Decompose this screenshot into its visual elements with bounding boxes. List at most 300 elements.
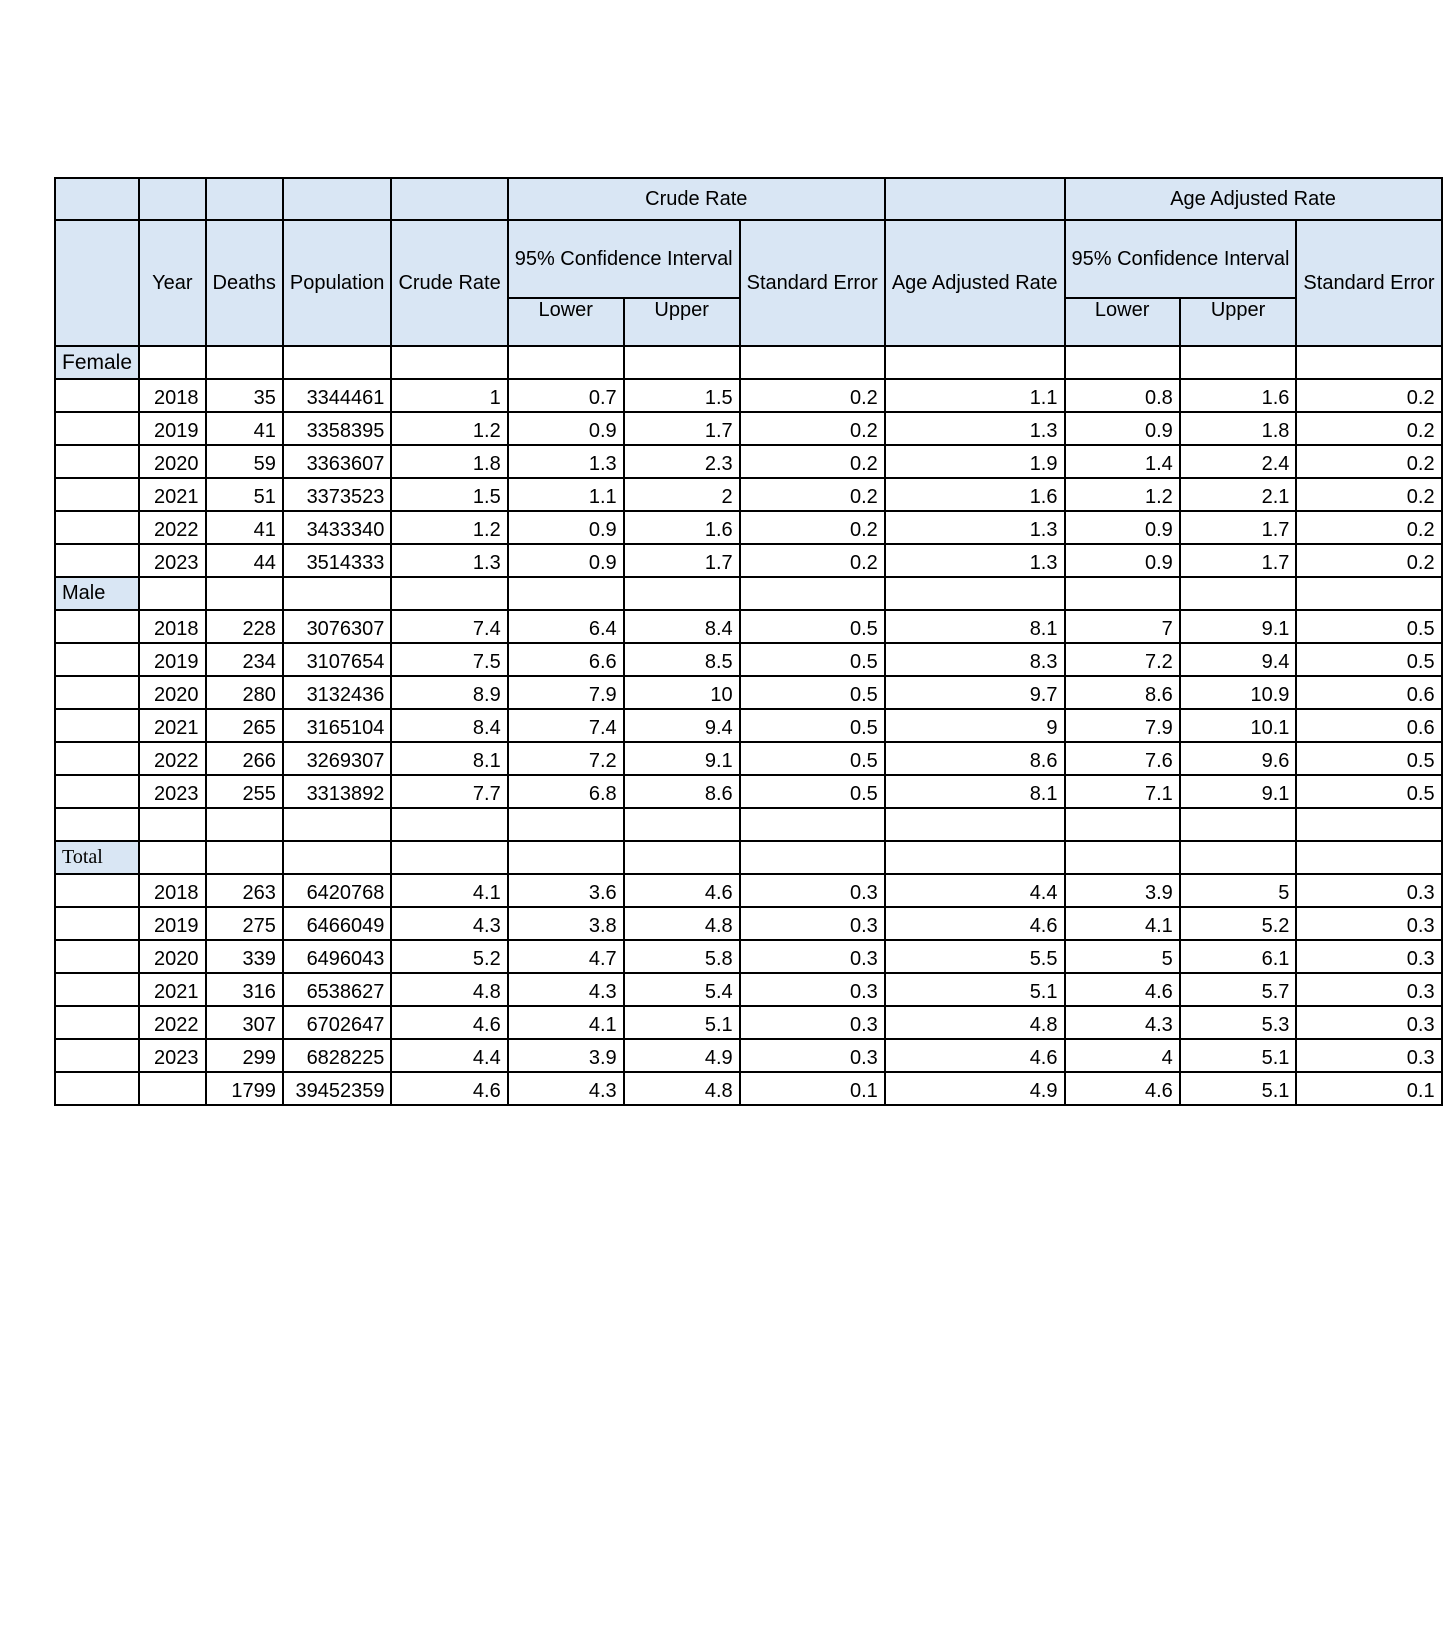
crude-lower-cell: 7.4: [508, 709, 624, 742]
deaths-cell: 263: [206, 874, 283, 907]
adjusted-lower-cell: 0.8: [1065, 379, 1180, 412]
year-cell: 2020: [139, 940, 206, 973]
empty-cell: [391, 841, 507, 874]
adjusted-rate-cell: 1.1: [885, 379, 1065, 412]
year-cell: 2020: [139, 445, 206, 478]
adjusted-upper-cell: 5.7: [1180, 973, 1297, 1006]
adjusted-lower-cell: 0.9: [1065, 511, 1180, 544]
adjusted-se-cell: 0.3: [1296, 940, 1441, 973]
crude-se-cell: 0.5: [740, 643, 885, 676]
deaths-cell: 41: [206, 412, 283, 445]
empty-cell: [283, 577, 392, 610]
empty-cell: [55, 1006, 139, 1039]
empty-cell: [206, 577, 283, 610]
deaths-cell: 280: [206, 676, 283, 709]
year-cell: 2023: [139, 544, 206, 577]
empty-cell: [624, 346, 740, 379]
empty-cell: [624, 841, 740, 874]
crude-lower-cell: 0.9: [508, 544, 624, 577]
crude-rate-cell: 1.2: [391, 511, 507, 544]
empty-cell: [624, 577, 740, 610]
adjusted-rate-cell: 9.7: [885, 676, 1065, 709]
adjusted-lower-cell: 7: [1065, 610, 1180, 643]
table-row: [55, 379, 1442, 412]
crude-se-cell: 0.5: [740, 610, 885, 643]
adjusted-se-cell: 0.2: [1296, 412, 1441, 445]
empty-cell: [55, 1072, 139, 1105]
crude-se-cell: 0.2: [740, 511, 885, 544]
adjusted-lower-cell: 4: [1065, 1039, 1180, 1072]
empty-cell: [1065, 841, 1180, 874]
group-header-row: [55, 346, 1442, 379]
header-row-groups: [55, 178, 1442, 220]
adjusted-rate-cell: 1.3: [885, 511, 1065, 544]
blank-row: [55, 808, 1442, 841]
crude-upper-cell: 1.6: [624, 511, 740, 544]
deaths-cell: 266: [206, 742, 283, 775]
table-row: [55, 478, 1442, 511]
empty-cell: [740, 577, 885, 610]
crude-rate-column-header: Crude Rate: [391, 220, 507, 346]
table-row: [55, 742, 1442, 775]
deaths-cell: 35: [206, 379, 283, 412]
empty-cell: [885, 346, 1065, 379]
crude-upper-header: Upper: [624, 298, 740, 346]
crude-lower-header: Lower: [508, 298, 624, 346]
empty-cell: [508, 577, 624, 610]
year-cell: 2019: [139, 907, 206, 940]
crude-rate-cell: 7.7: [391, 775, 507, 808]
empty-cell: [283, 808, 392, 841]
grand-total-row: [55, 1072, 1442, 1105]
year-cell: 2020: [139, 676, 206, 709]
year-cell: 2021: [139, 709, 206, 742]
empty-cell: [1296, 346, 1441, 379]
crude-rate-group-header: Crude Rate: [508, 178, 885, 220]
empty-cell: [55, 412, 139, 445]
population-cell: 3269307: [283, 742, 392, 775]
deaths-cell: 51: [206, 478, 283, 511]
adjusted-upper-cell: 2.4: [1180, 445, 1297, 478]
adjusted-rate-cell: 8.1: [885, 775, 1065, 808]
deaths-cell: 234: [206, 643, 283, 676]
crude-rate-cell: 4.6: [391, 1006, 507, 1039]
table-row: [55, 676, 1442, 709]
adjusted-se-cell: 0.2: [1296, 379, 1441, 412]
adjusted-se-cell: 0.2: [1296, 478, 1441, 511]
population-cell: 39452359: [283, 1072, 392, 1105]
adjusted-se-cell: 0.3: [1296, 907, 1441, 940]
population-cell: 3514333: [283, 544, 392, 577]
table-row: [55, 445, 1442, 478]
crude-upper-cell: 8.5: [624, 643, 740, 676]
crude-lower-cell: 6.8: [508, 775, 624, 808]
header-empty-cell: [206, 178, 283, 220]
adjusted-upper-cell: 1.8: [1180, 412, 1297, 445]
table-row: [55, 412, 1442, 445]
empty-cell: [1180, 577, 1297, 610]
crude-upper-cell: 8.4: [624, 610, 740, 643]
population-cell: 3313892: [283, 775, 392, 808]
adjusted-rate-cell: 5.1: [885, 973, 1065, 1006]
deaths-cell: 41: [206, 511, 283, 544]
header-empty-cell: [885, 178, 1065, 220]
empty-cell: [55, 610, 139, 643]
adjusted-upper-cell: 10.1: [1180, 709, 1297, 742]
table-row: [55, 544, 1442, 577]
population-cell: 6420768: [283, 874, 392, 907]
empty-cell: [139, 346, 206, 379]
crude-lower-cell: 0.7: [508, 379, 624, 412]
crude-lower-cell: 1.3: [508, 445, 624, 478]
table-row: [55, 709, 1442, 742]
crude-rate-cell: 4.4: [391, 1039, 507, 1072]
crude-se-cell: 0.2: [740, 445, 885, 478]
crude-upper-cell: 5.4: [624, 973, 740, 1006]
adjusted-se-cell: 0.2: [1296, 544, 1441, 577]
adjusted-rate-cell: 4.6: [885, 907, 1065, 940]
population-cell: 3433340: [283, 511, 392, 544]
crude-rate-cell: 1: [391, 379, 507, 412]
empty-cell: [55, 511, 139, 544]
year-cell: 2022: [139, 1006, 206, 1039]
group-label: Total: [55, 841, 139, 874]
adjusted-se-cell: 0.3: [1296, 1039, 1441, 1072]
header-row-columns: [55, 220, 1442, 298]
adjusted-se-cell: 0.3: [1296, 1006, 1441, 1039]
crude-rate-cell: 1.5: [391, 478, 507, 511]
year-cell: 2021: [139, 973, 206, 1006]
year-cell: 2022: [139, 511, 206, 544]
adjusted-upper-cell: 1.7: [1180, 544, 1297, 577]
adjusted-lower-cell: 7.9: [1065, 709, 1180, 742]
empty-cell: [391, 346, 507, 379]
population-cell: 6496043: [283, 940, 392, 973]
crude-lower-cell: 0.9: [508, 511, 624, 544]
table-row: [55, 775, 1442, 808]
group-label: Male: [55, 577, 139, 610]
empty-cell: [885, 577, 1065, 610]
adjusted-se-cell: 0.6: [1296, 709, 1441, 742]
empty-cell: [283, 346, 392, 379]
adjusted-upper-cell: 9.1: [1180, 610, 1297, 643]
empty-cell: [55, 808, 139, 841]
empty-cell: [1296, 841, 1441, 874]
group-header-row: [55, 577, 1442, 610]
crude-rate-cell: 1.2: [391, 412, 507, 445]
empty-cell: [885, 808, 1065, 841]
empty-cell: [206, 841, 283, 874]
table-row: [55, 907, 1442, 940]
header-empty-cell: [55, 178, 139, 220]
adjusted-rate-cell: 4.4: [885, 874, 1065, 907]
crude-upper-cell: 4.6: [624, 874, 740, 907]
adjusted-se-cell: 0.5: [1296, 775, 1441, 808]
empty-cell: [139, 577, 206, 610]
crude-se-cell: 0.5: [740, 676, 885, 709]
crude-lower-cell: 3.9: [508, 1039, 624, 1072]
empty-cell: [55, 1039, 139, 1072]
crude-upper-cell: 1.7: [624, 544, 740, 577]
adjusted-lower-cell: 7.2: [1065, 643, 1180, 676]
empty-cell: [55, 676, 139, 709]
adjusted-rate-cell: 1.9: [885, 445, 1065, 478]
year-cell: 2023: [139, 775, 206, 808]
adjusted-se-cell: 0.3: [1296, 973, 1441, 1006]
deaths-cell: 59: [206, 445, 283, 478]
adjusted-upper-cell: 5.3: [1180, 1006, 1297, 1039]
crude-lower-cell: 6.4: [508, 610, 624, 643]
population-cell: 6538627: [283, 973, 392, 1006]
adjusted-se-cell: 0.5: [1296, 742, 1441, 775]
adjusted-rate-cell: 1.3: [885, 544, 1065, 577]
crude-lower-cell: 0.9: [508, 412, 624, 445]
deaths-column-header: Deaths: [206, 220, 283, 346]
adjusted-upper-cell: 9.6: [1180, 742, 1297, 775]
population-cell: 3358395: [283, 412, 392, 445]
population-cell: 3344461: [283, 379, 392, 412]
empty-cell: [391, 808, 507, 841]
empty-cell: [1065, 808, 1180, 841]
table-row: [55, 973, 1442, 1006]
empty-cell: [508, 808, 624, 841]
crude-ci-header: 95% Confidence Interval: [508, 220, 740, 298]
adjusted-upper-cell: 10.9: [1180, 676, 1297, 709]
adjusted-lower-cell: 5: [1065, 940, 1180, 973]
crude-upper-cell: 5.1: [624, 1006, 740, 1039]
header-empty-cell: [55, 220, 139, 346]
year-cell: 2019: [139, 412, 206, 445]
adjusted-se-cell: 0.5: [1296, 610, 1441, 643]
crude-lower-cell: 7.9: [508, 676, 624, 709]
crude-se-cell: 0.2: [740, 544, 885, 577]
crude-se-cell: 0.1: [740, 1072, 885, 1105]
crude-rate-cell: 8.4: [391, 709, 507, 742]
group-header-row: [55, 841, 1442, 874]
year-column-header: Year: [139, 220, 206, 346]
empty-cell: [139, 841, 206, 874]
crude-upper-cell: 4.9: [624, 1039, 740, 1072]
crude-se-cell: 0.2: [740, 379, 885, 412]
crude-upper-cell: 1.5: [624, 379, 740, 412]
adjusted-upper-cell: 6.1: [1180, 940, 1297, 973]
adjusted-rate-cell: 1.6: [885, 478, 1065, 511]
adjusted-upper-cell: 1.6: [1180, 379, 1297, 412]
empty-cell: [1296, 577, 1441, 610]
crude-upper-cell: 5.8: [624, 940, 740, 973]
population-cell: 6828225: [283, 1039, 392, 1072]
crude-standard-error-header: Standard Error: [740, 220, 885, 346]
adjusted-upper-header: Upper: [1180, 298, 1297, 346]
crude-se-cell: 0.5: [740, 709, 885, 742]
table-row: [55, 940, 1442, 973]
crude-lower-cell: 3.8: [508, 907, 624, 940]
table-row: [55, 874, 1442, 907]
year-cell: [139, 1072, 206, 1105]
adjusted-lower-cell: 4.1: [1065, 907, 1180, 940]
population-cell: 6466049: [283, 907, 392, 940]
crude-lower-cell: 4.3: [508, 973, 624, 1006]
crude-se-cell: 0.3: [740, 907, 885, 940]
crude-se-cell: 0.2: [740, 412, 885, 445]
year-cell: 2021: [139, 478, 206, 511]
empty-cell: [55, 643, 139, 676]
adjusted-lower-cell: 1.4: [1065, 445, 1180, 478]
deaths-cell: 275: [206, 907, 283, 940]
population-column-header: Population: [283, 220, 392, 346]
adjusted-upper-cell: 5.1: [1180, 1039, 1297, 1072]
header-empty-cell: [139, 178, 206, 220]
deaths-cell: 1799: [206, 1072, 283, 1105]
crude-upper-cell: 9.4: [624, 709, 740, 742]
table-row: [55, 511, 1442, 544]
adjusted-rate-cell: 8.1: [885, 610, 1065, 643]
empty-cell: [508, 841, 624, 874]
empty-cell: [283, 841, 392, 874]
table-row: [55, 1039, 1442, 1072]
adjusted-rate-cell: 8.6: [885, 742, 1065, 775]
empty-cell: [55, 874, 139, 907]
adjusted-lower-header: Lower: [1065, 298, 1180, 346]
empty-cell: [55, 907, 139, 940]
population-cell: 6702647: [283, 1006, 392, 1039]
year-cell: 2022: [139, 742, 206, 775]
deaths-cell: 299: [206, 1039, 283, 1072]
adjusted-upper-cell: 2.1: [1180, 478, 1297, 511]
adjusted-upper-cell: 9.1: [1180, 775, 1297, 808]
empty-cell: [740, 346, 885, 379]
adjusted-lower-cell: 7.1: [1065, 775, 1180, 808]
adjusted-lower-cell: 0.9: [1065, 412, 1180, 445]
crude-lower-cell: 4.3: [508, 1072, 624, 1105]
adjusted-lower-cell: 3.9: [1065, 874, 1180, 907]
adjusted-ci-header: 95% Confidence Interval: [1065, 220, 1297, 298]
adjusted-rate-cell: 4.8: [885, 1006, 1065, 1039]
population-cell: 3373523: [283, 478, 392, 511]
population-cell: 3132436: [283, 676, 392, 709]
crude-se-cell: 0.3: [740, 874, 885, 907]
adjusted-se-cell: 0.5: [1296, 643, 1441, 676]
crude-rate-cell: 7.4: [391, 610, 507, 643]
empty-cell: [508, 346, 624, 379]
crude-se-cell: 0.3: [740, 1039, 885, 1072]
crude-lower-cell: 1.1: [508, 478, 624, 511]
crude-rate-cell: 7.5: [391, 643, 507, 676]
table-row: [55, 1006, 1442, 1039]
adjusted-standard-error-header: Standard Error: [1296, 220, 1441, 346]
crude-upper-cell: 8.6: [624, 775, 740, 808]
empty-cell: [55, 445, 139, 478]
crude-rate-cell: 1.8: [391, 445, 507, 478]
empty-cell: [885, 841, 1065, 874]
crude-lower-cell: 7.2: [508, 742, 624, 775]
crude-se-cell: 0.5: [740, 775, 885, 808]
adjusted-se-cell: 0.2: [1296, 511, 1441, 544]
empty-cell: [55, 544, 139, 577]
deaths-cell: 255: [206, 775, 283, 808]
adjusted-rate-cell: 9: [885, 709, 1065, 742]
crude-rate-cell: 4.3: [391, 907, 507, 940]
deaths-cell: 316: [206, 973, 283, 1006]
crude-rate-cell: 1.3: [391, 544, 507, 577]
adjusted-lower-cell: 0.9: [1065, 544, 1180, 577]
crude-rate-cell: 4.8: [391, 973, 507, 1006]
crude-rate-cell: 4.6: [391, 1072, 507, 1105]
crude-lower-cell: 6.6: [508, 643, 624, 676]
adjusted-lower-cell: 8.6: [1065, 676, 1180, 709]
group-label: Female: [55, 346, 139, 379]
adjusted-rate-cell: 4.9: [885, 1072, 1065, 1105]
empty-cell: [55, 973, 139, 1006]
deaths-cell: 228: [206, 610, 283, 643]
adjusted-upper-cell: 5.1: [1180, 1072, 1297, 1105]
adjusted-upper-cell: 1.7: [1180, 511, 1297, 544]
empty-cell: [206, 808, 283, 841]
deaths-cell: 307: [206, 1006, 283, 1039]
table-row: [55, 610, 1442, 643]
crude-se-cell: 0.3: [740, 940, 885, 973]
crude-upper-cell: 2.3: [624, 445, 740, 478]
crude-rate-cell: 8.1: [391, 742, 507, 775]
crude-rate-cell: 5.2: [391, 940, 507, 973]
empty-cell: [1065, 346, 1180, 379]
year-cell: 2018: [139, 874, 206, 907]
adjusted-upper-cell: 5.2: [1180, 907, 1297, 940]
deaths-cell: 44: [206, 544, 283, 577]
empty-cell: [1180, 841, 1297, 874]
deaths-cell: 339: [206, 940, 283, 973]
crude-upper-cell: 1.7: [624, 412, 740, 445]
empty-cell: [55, 478, 139, 511]
adjusted-lower-cell: 7.6: [1065, 742, 1180, 775]
empty-cell: [55, 940, 139, 973]
crude-rate-cell: 8.9: [391, 676, 507, 709]
year-cell: 2023: [139, 1039, 206, 1072]
adjusted-rate-cell: 8.3: [885, 643, 1065, 676]
population-cell: 3076307: [283, 610, 392, 643]
crude-upper-cell: 10: [624, 676, 740, 709]
crude-rate-cell: 4.1: [391, 874, 507, 907]
adjusted-upper-cell: 5: [1180, 874, 1297, 907]
adjusted-rate-cell: 4.6: [885, 1039, 1065, 1072]
adjusted-se-cell: 0.3: [1296, 874, 1441, 907]
empty-cell: [740, 808, 885, 841]
adjusted-se-cell: 0.1: [1296, 1072, 1441, 1105]
adjusted-upper-cell: 9.4: [1180, 643, 1297, 676]
crude-se-cell: 0.3: [740, 1006, 885, 1039]
empty-cell: [139, 808, 206, 841]
adjusted-se-cell: 0.2: [1296, 445, 1441, 478]
crude-lower-cell: 3.6: [508, 874, 624, 907]
table-row: [55, 643, 1442, 676]
year-cell: 2018: [139, 610, 206, 643]
crude-se-cell: 0.2: [740, 478, 885, 511]
adjusted-lower-cell: 1.2: [1065, 478, 1180, 511]
deaths-cell: 265: [206, 709, 283, 742]
adjusted-lower-cell: 4.3: [1065, 1006, 1180, 1039]
empty-cell: [55, 379, 139, 412]
header-empty-cell: [391, 178, 507, 220]
population-cell: 3165104: [283, 709, 392, 742]
crude-lower-cell: 4.1: [508, 1006, 624, 1039]
crude-se-cell: 0.3: [740, 973, 885, 1006]
age-adjusted-rate-column-header: Age Adjusted Rate: [885, 220, 1065, 346]
population-cell: 3363607: [283, 445, 392, 478]
empty-cell: [1065, 577, 1180, 610]
empty-cell: [55, 709, 139, 742]
crude-se-cell: 0.5: [740, 742, 885, 775]
adjusted-rate-cell: 1.3: [885, 412, 1065, 445]
